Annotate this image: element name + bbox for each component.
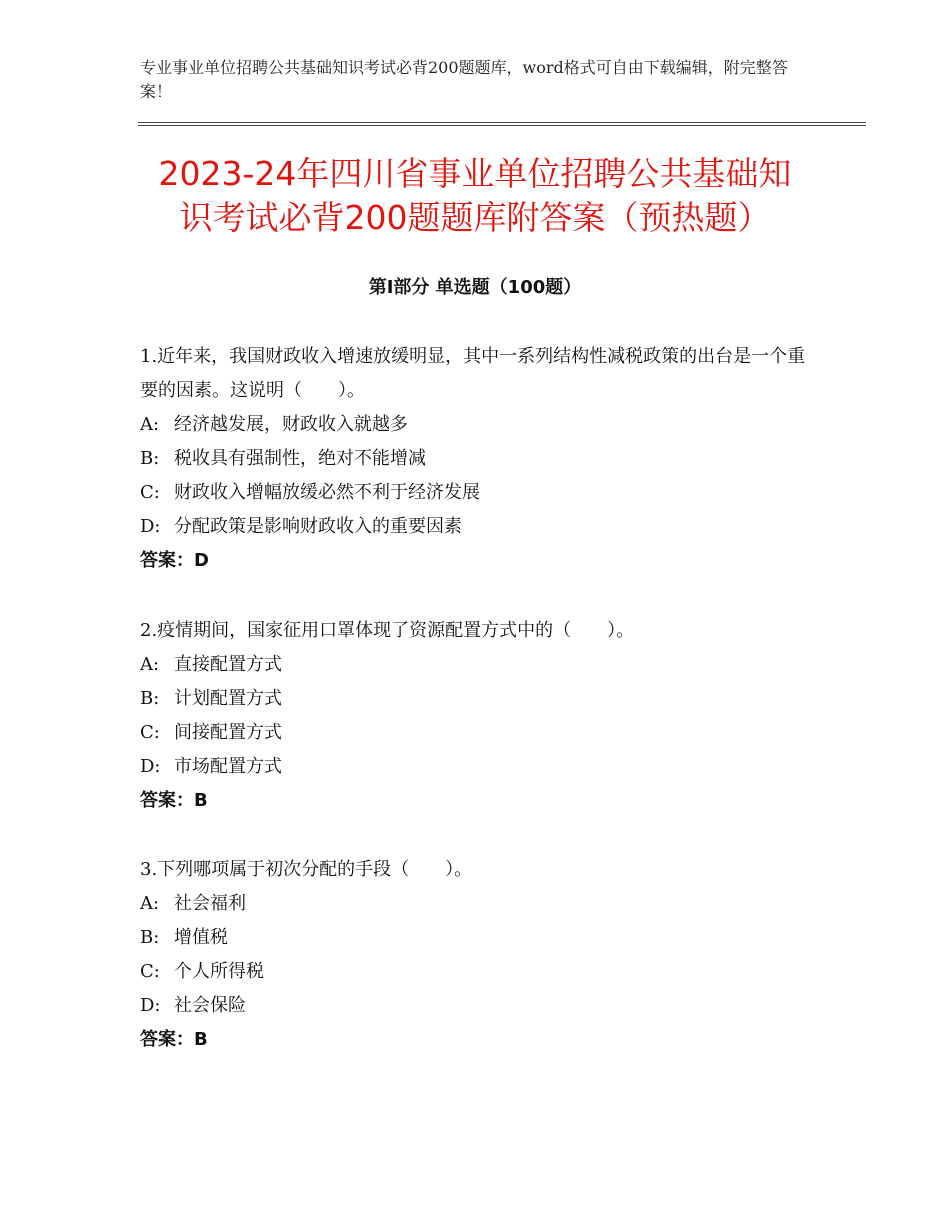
option-letter: B: [140,448,160,469]
option-letter: C: [140,482,160,503]
option-text: 社会福利 [174,893,246,914]
answer: 答案：B [140,1029,208,1050]
option-letter: B: [140,927,160,948]
section-heading: 第I部分 单选题（100题） [368,277,582,298]
option-text: 增值税 [174,927,228,948]
option-c [140,955,810,989]
option-letter: A: [140,414,160,435]
option-text: 直接配置方式 [174,654,282,675]
option-c [140,476,810,510]
option-text: 分配政策是影响财政收入的重要因素 [174,516,462,537]
question-3 [140,853,810,1057]
option-d [140,989,810,1023]
question-2 [140,614,810,818]
answer: 答案：D [140,550,209,571]
option-letter: D: [140,516,161,537]
option-a [140,408,810,442]
option-b [140,442,810,476]
document-title: 2023-24年四川省事业单位招聘公共基础知识考试必背200题题库附答案（预热题） [158,154,792,237]
option-text: 间接配置方式 [174,722,282,743]
option-text: 经济越发展，财政收入就越多 [174,414,408,435]
option-letter: D: [140,756,161,777]
answer: 答案：B [140,790,208,811]
option-letter: C: [140,961,160,982]
option-d [140,510,810,544]
option-a [140,887,810,921]
option-letter: A: [140,654,160,675]
option-text: 市场配置方式 [174,756,282,777]
option-c [140,716,810,750]
question-stem: 3.下列哪项属于初次分配的手段（ ）。 [140,859,473,880]
header-divider-secondary [138,125,866,126]
option-text: 个人所得税 [174,961,264,982]
option-text: 税收具有强制性，绝对不能增减 [174,448,426,469]
option-text: 计划配置方式 [174,688,282,709]
question-stem: 1.近年来，我国财政收入增速放缓明显，其中一系列结构性减税政策的出台是一个重要的因素。这说明（ ）。 [140,346,806,401]
option-d [140,750,810,784]
header-note: 专业事业单位招聘公共基础知识考试必背200题题库，word格式可自由下载编辑，附完整答案！ [140,58,788,101]
header-divider [138,122,866,123]
option-text: 社会保险 [174,995,246,1016]
option-letter: B: [140,688,160,709]
question-1 [140,340,810,578]
question-stem: 2.疫情期间，国家征用口罩体现了资源配置方式中的（ ）。 [140,620,635,641]
option-letter: C: [140,722,160,743]
option-text: 财政收入增幅放缓必然不利于经济发展 [174,482,480,503]
option-letter: D: [140,995,161,1016]
option-b [140,921,810,955]
option-a [140,648,810,682]
option-letter: A: [140,893,160,914]
option-b [140,682,810,716]
